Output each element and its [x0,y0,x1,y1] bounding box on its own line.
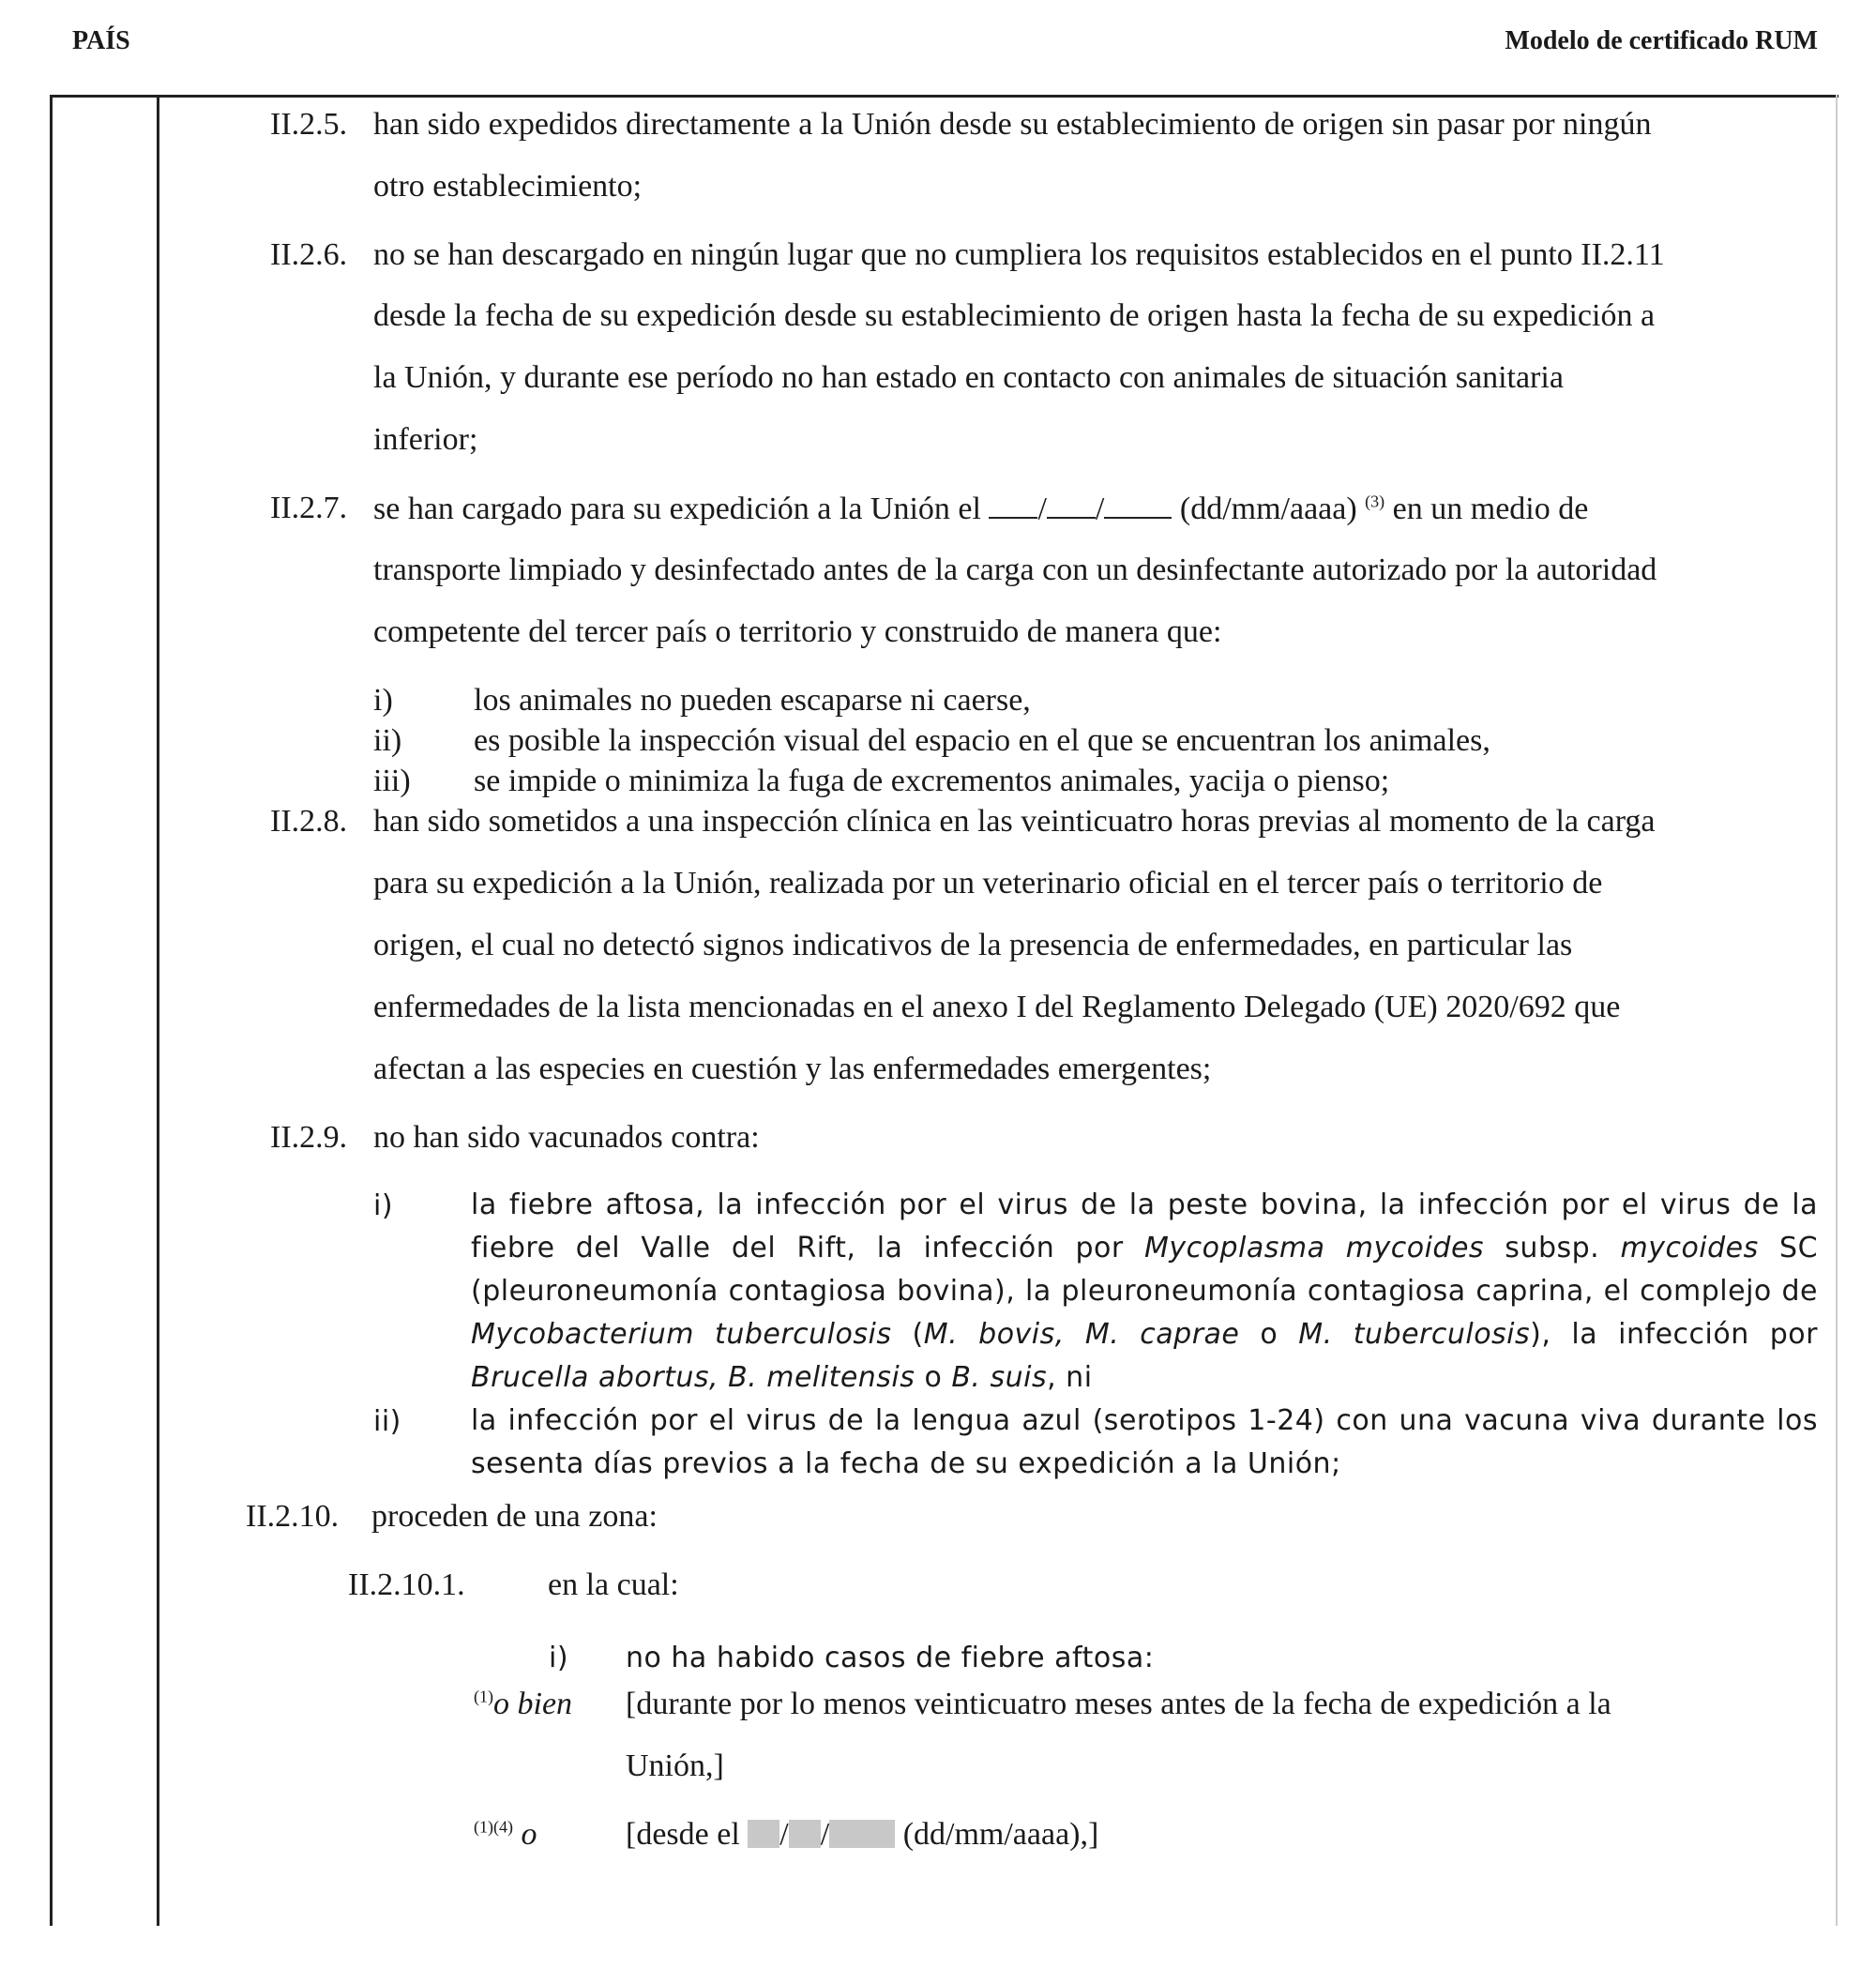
footnote-ref: (3) [1365,492,1385,511]
option-label: $^{(1)(4)}$ o [474,1817,537,1852]
vaccination-item-i: la fiebre aftosa, la infección por el virus de la peste bovina, la infección por el virus de la fiebre del Valle del Rift, la infección por Mycoplasma mycoides subsp. mycoides SC (pleuroneumonía contagiosa bovina), la pleuroneumonía contagiosa caprina, el complejo de Mycobacterium tuberculosis (M. bovis, M. caprae o M. tuberculosis), la infección por Brucella abortus, B. melitensis o B. suis, ni [471,1188,1819,1394]
section-text-line: otro establecimiento; [373,169,643,204]
date-month-field[interactable] [789,1820,821,1848]
date-day-blank[interactable] [989,491,1037,519]
subsection-number: II.2.10.1. [348,1567,465,1602]
section-text-line: enfermedades de la lista mencionadas en el anexo I del Reglamento Delegado (UE) 2020/692 que [373,990,1621,1024]
list-marker: ii) [373,1405,401,1438]
section-number: II.2.8. [270,804,348,839]
section-text-line: proceden de una zona: [371,1499,658,1534]
date-year-field[interactable] [829,1820,895,1848]
section-text-line: no se han descargado en ningún lugar que no cumpliera los requisitos establecidos en el punto II.2.11 [373,237,1665,272]
header-model: Modelo de certificado RUM [1505,26,1818,55]
option-label: $^{(1)}$o bien [474,1687,573,1721]
section-text-line: para su expedición a la Unión, realizada por un veterinario oficial en el tercer país o territorio de [373,866,1603,901]
date-month-blank[interactable] [1047,491,1096,519]
inner-column-border [157,95,159,1926]
section-text-line: desde la fecha de su expedición desde su establecimiento de origen hasta la fecha de su expedición a [373,298,1656,333]
section-text-line: transporte limpiado y desinfectado antes de la carga con un desinfectante autorizado por la autoridad [373,553,1657,587]
section-text-line: no han sido vacunados contra: [373,1120,760,1155]
list-item: se impide o minimiza la fuga de excrementos animales, yacija o pienso; [474,764,1390,798]
list-marker: i) [373,1189,394,1222]
section-number: II.2.10. [246,1499,340,1534]
section-text-line: competente del tercer país o territorio y construido de manera que: [373,614,1222,649]
section-number: II.2.5. [270,107,348,142]
section-text-line: inferior; [373,422,478,457]
list-marker: i) [549,1642,569,1674]
section-text-line: han sido expedidos directamente a la Unión desde su establecimiento de origen sin pasar por ningún [373,107,1652,142]
list-marker: iii) [373,764,411,798]
list-item: es posible la inspección visual del espacio en el que se encuentran los animales, [474,723,1490,758]
section-text-line: Unión,] [626,1748,724,1783]
list-item: los animales no pueden escaparse ni caerse, [474,683,1031,718]
section-text-line: en la cual: [548,1567,679,1602]
list-marker: ii) [373,723,402,758]
section-text-line: afectan a las especies en cuestión y las enfermedades emergentes; [373,1052,1212,1086]
date-year-blank[interactable] [1104,491,1172,519]
section-text-line: [desde el / / (dd/mm/aaaa),] [626,1817,1099,1852]
section-text-line: la Unión, y durante ese período no han estado en contacto con animales de situación sanitaria [373,360,1564,395]
section-text-line: [durante por lo menos veinticuatro meses antes de la fecha de expedición a la [626,1687,1611,1721]
top-rule [50,95,1838,98]
vaccination-item-ii: la infección por el virus de la lengua azul (serotipos 1-24) con una vacuna viva durante los sesenta días previos a la fecha de su expedición a la Unión; [471,1404,1818,1480]
list-marker: i) [373,683,393,718]
list-item: no ha habido casos de fiebre aftosa: [626,1642,1155,1674]
section-number: II.2.6. [270,237,348,272]
left-border [50,95,53,1926]
section-text-line: han sido sometidos a una inspección clínica en las veinticuatro horas previas al momento de la carga [373,804,1656,839]
header-country: PAÍS [72,26,130,55]
section-text-line: se han cargado para su expedición a la Unión el / / (dd/mm/aaaa) $^{(3)}$ en un medio de [373,492,1589,526]
section-number: II.2.7. [270,491,348,525]
right-border [1836,95,1838,1926]
section-number: II.2.9. [270,1120,348,1155]
date-day-field[interactable] [748,1820,779,1848]
section-text-line: origen, el cual no detectó signos indicativos de la presencia de enfermedades, en particular las [373,928,1573,962]
